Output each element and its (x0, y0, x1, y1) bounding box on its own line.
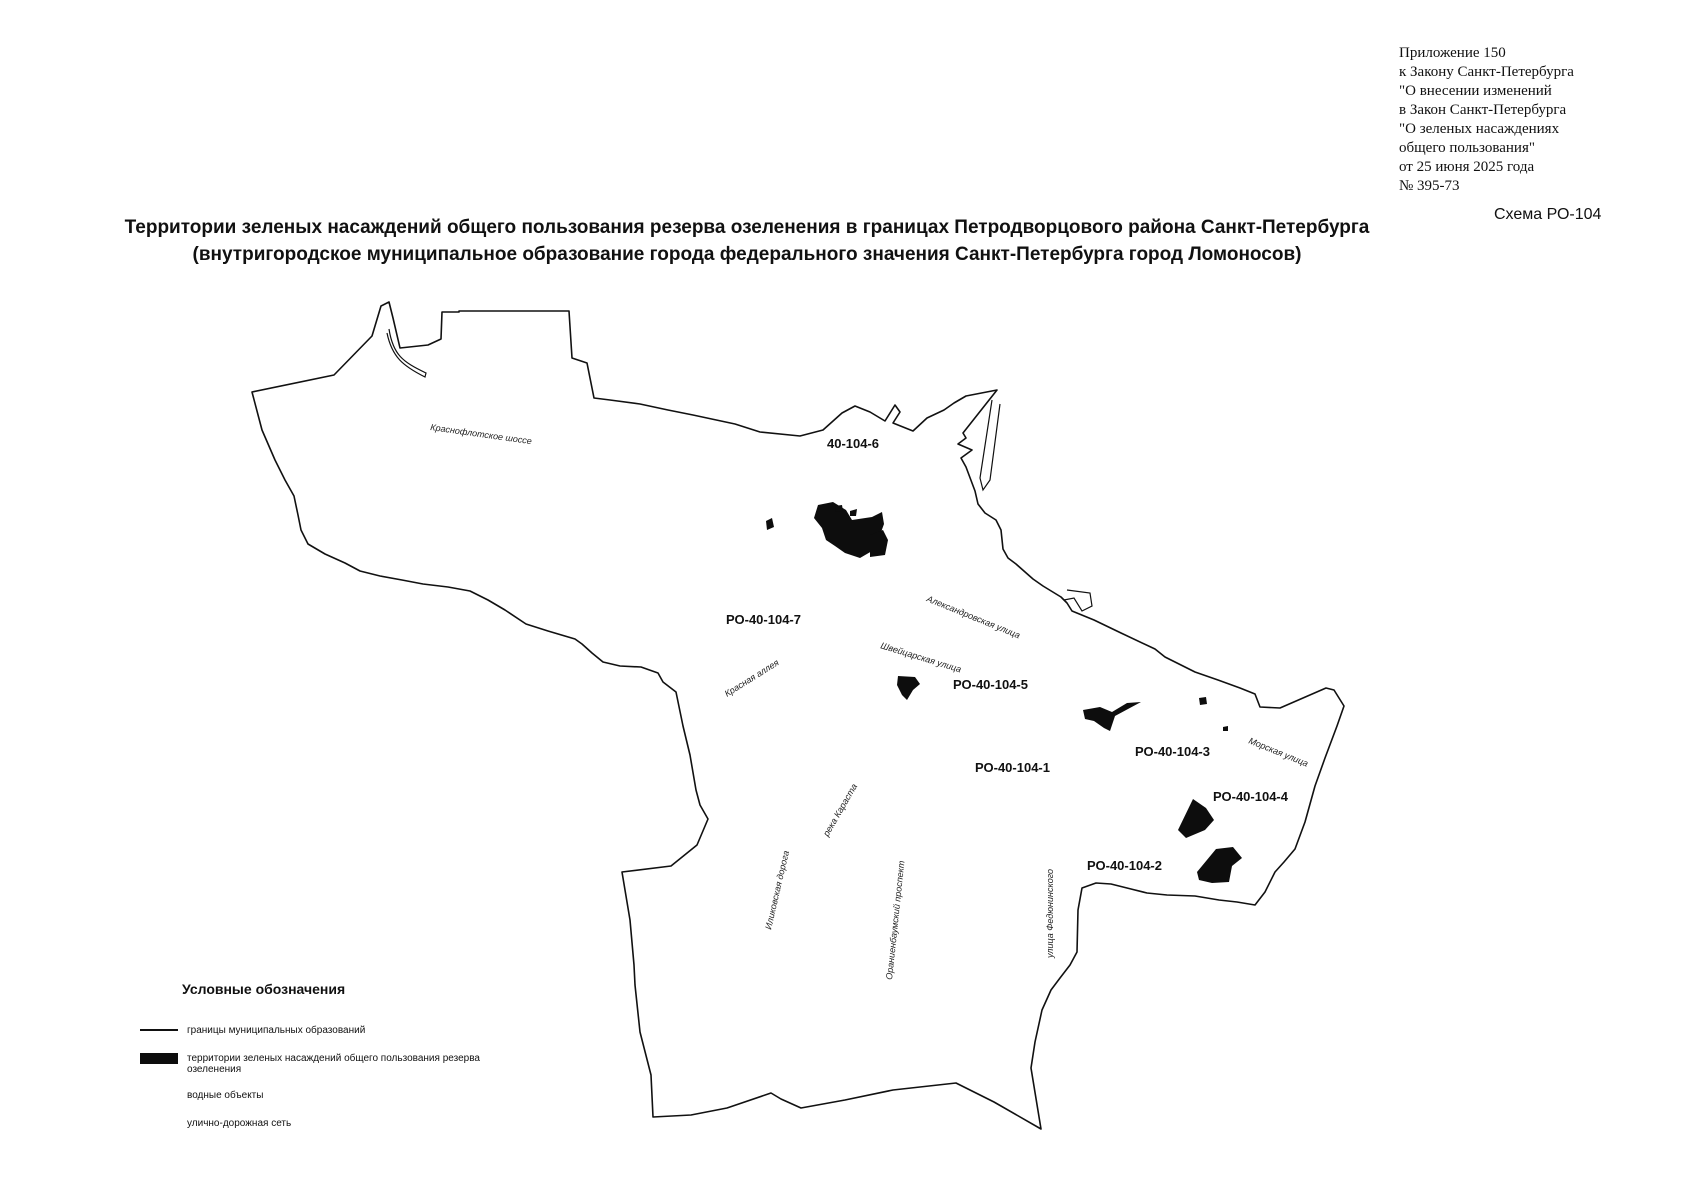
zone-label-po-40-104-4: РО-40-104-4 (1213, 789, 1288, 804)
zone-label-po-40-104-7: РО-40-104-7 (726, 612, 801, 627)
green-area-40-104-2 (1197, 847, 1242, 883)
coast-detail (1064, 590, 1092, 611)
coast-detail (387, 329, 426, 377)
green-area-40-104-6-small (835, 505, 843, 512)
street-krasnoflotskoe: Краснофлотское шоссе (429, 422, 533, 447)
street-morskaya: Морская улица (1247, 735, 1310, 769)
zone-label-po-40-104-2: РО-40-104-2 (1087, 858, 1162, 873)
legend-label: границы муниципальных образований (187, 1025, 366, 1036)
municipal-boundary (252, 302, 1344, 1129)
green-area-40-104-3-small (1199, 697, 1207, 705)
legend-line-symbol (140, 1025, 180, 1035)
street-aleksandrovskaya: Александровская улица (925, 593, 1022, 641)
legend-fill-symbol (140, 1052, 180, 1066)
appendix-line: "О зеленых насаждениях (1399, 121, 1560, 137)
appendix-line: общего пользования" (1399, 140, 1535, 156)
title-line-1: Территории зеленых насаждений общего пользования резерва озеленения в границах Петродворцового района Санкт-Петербурга (124, 217, 1370, 238)
legend-title: Условные обозначения (182, 981, 346, 997)
appendix-line: в Закон Санкт-Петербурга (1399, 102, 1567, 118)
green-area-40-104-3 (1083, 702, 1141, 731)
green-area-40-104-6-small (850, 509, 857, 516)
green-area-40-104-6 (870, 530, 888, 557)
street-fedyuninskogo: улица Федюнинского (1045, 868, 1055, 958)
zone-label-po-40-104-1: РО-40-104-1 (975, 760, 1050, 775)
zone-label-40-104-6: 40-104-6 (827, 436, 880, 451)
street-ilikovskaya: Иликовская дорога (763, 849, 792, 931)
zone-label-po-40-104-5: РО-40-104-5 (953, 677, 1028, 692)
green-area-40-104-3-small (1223, 726, 1228, 731)
appendix-line: к Закону Санкт-Петербурга (1399, 64, 1574, 80)
appendix-line: Приложение 150 (1399, 45, 1506, 61)
legend-label: территории зеленых насаждений общего пользования резерва озеленения (187, 1053, 480, 1075)
appendix-line: № 395-73 (1399, 178, 1460, 194)
legend-label: водные объекты (187, 1090, 264, 1101)
green-area-40-104-6-small (766, 518, 774, 530)
coast-detail (980, 400, 1000, 490)
appendix-line: от 25 июня 2025 года (1399, 159, 1535, 175)
green-area-40-104-4 (1178, 799, 1214, 838)
street-oranienbaumsky: Ораниенбаумский проспект (884, 860, 907, 981)
street-shveitsarskaya: Швейцарская улица (879, 640, 963, 675)
green-area-40-104-5 (897, 676, 920, 700)
scheme-label: Схема РО-104 (1494, 206, 1602, 223)
street-reka-karasta: река Караста (821, 781, 860, 838)
appendix-line: "О внесении изменений (1399, 83, 1552, 99)
zone-label-po-40-104-3: РО-40-104-3 (1135, 744, 1210, 759)
legend-label: улично-дорожная сеть (187, 1118, 292, 1129)
title-line-2: (внутригородское муниципальное образование города федерального значения Санкт-Петербурга город Ломоносов) (192, 244, 1302, 265)
green-reserve-areas (766, 502, 1242, 883)
street-krasnaya-alleya: Красная аллея (722, 657, 781, 699)
